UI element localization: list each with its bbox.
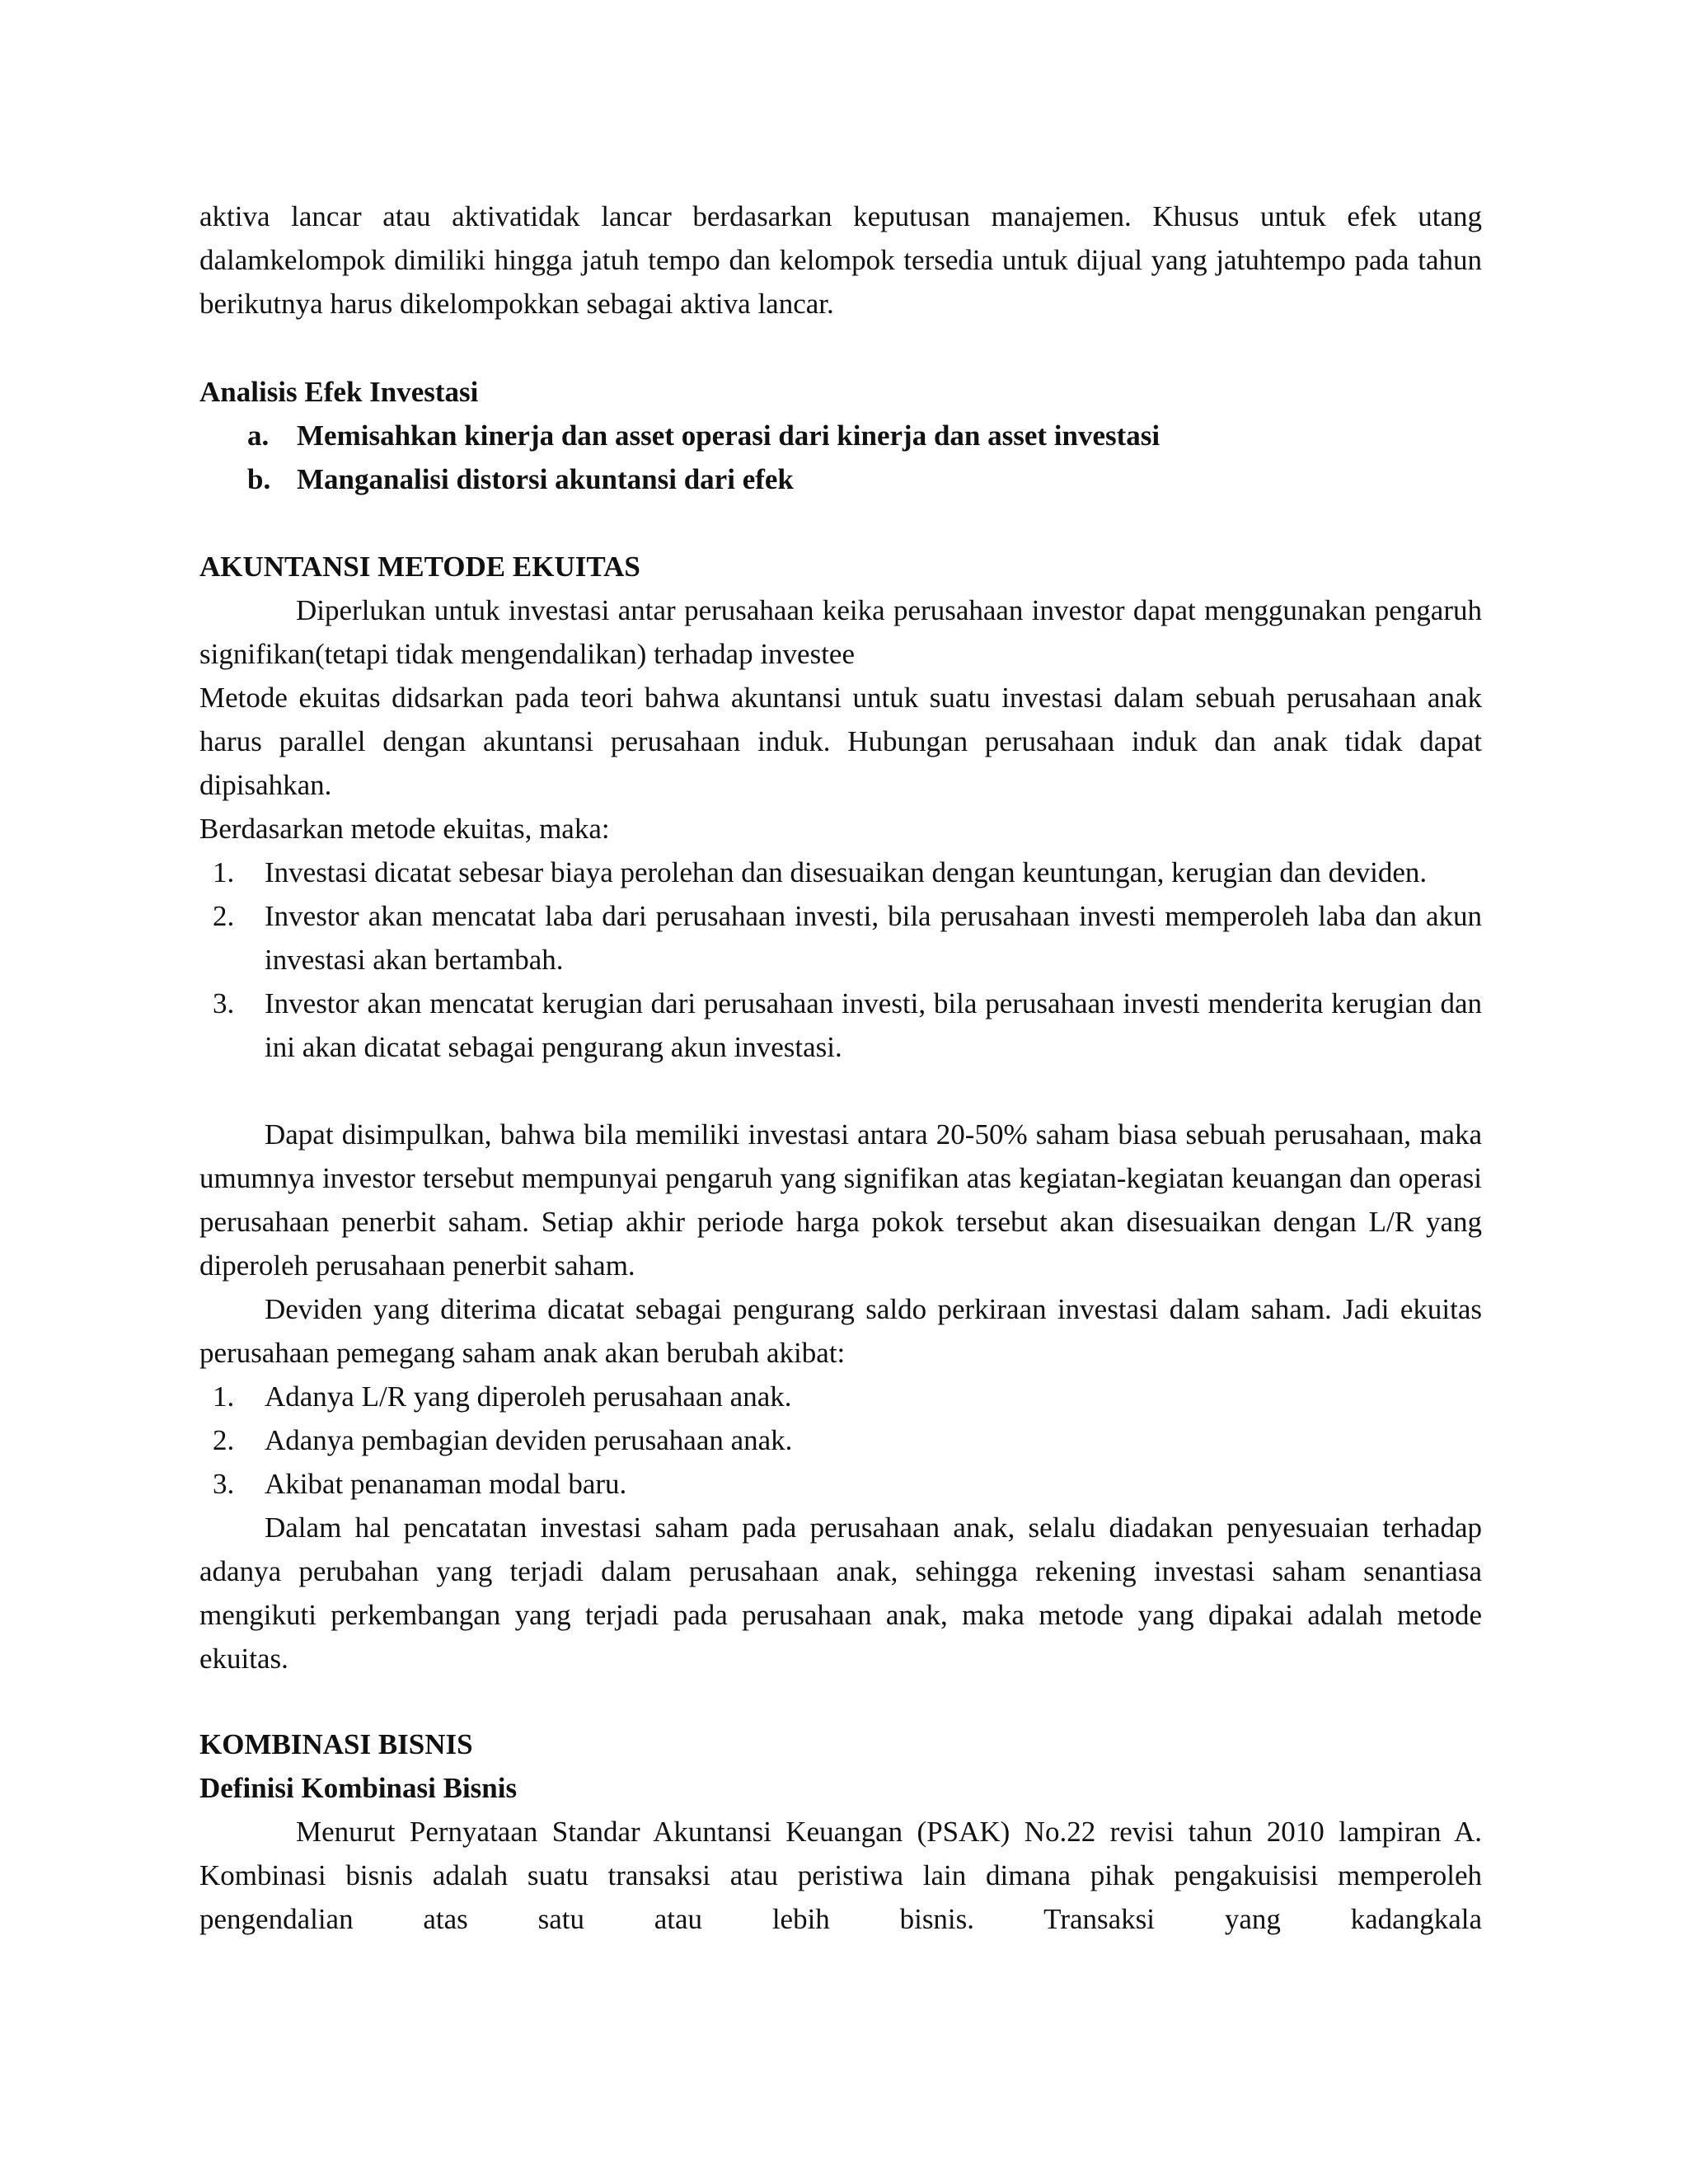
kombinasi-block xyxy=(199,1810,1482,1941)
list-item-number: 1. xyxy=(213,856,235,888)
analisis-item-b-marker: b. xyxy=(247,463,271,495)
list-item-number: 1. xyxy=(213,1380,235,1413)
list-item-text: Investor akan mencatat laba dari perusahaan investi, bila perusahaan investi memperoleh laba dan akun investasi akan bertambah. xyxy=(265,900,1482,976)
ekuitas-list-2 xyxy=(199,1375,1482,1506)
list-item xyxy=(199,1462,1482,1506)
list-item xyxy=(199,1375,1482,1418)
ekuitas-list-1 xyxy=(199,851,1482,1069)
list-item xyxy=(199,894,1482,982)
intro-paragraph: aktiva lancar atau aktivatidak lancar berdasarkan keputusan manajemen. Khusus untuk efek utang dalamkelompok dimiliki hingga jatuh tempo dan kelompok tersedia untuk dijual yang jatuhtempo pada tahun berikutnya harus dikelompokkan sebagai aktiva lancar. xyxy=(199,200,1482,320)
ekuitas-block-1 xyxy=(199,588,1482,851)
list-item xyxy=(199,982,1482,1069)
analisis-heading: Analisis Efek Investasi xyxy=(199,376,479,408)
analisis-item-a-marker: a. xyxy=(247,419,270,452)
list-item xyxy=(199,851,1482,894)
analisis-item-a xyxy=(247,414,1160,457)
list-item-number: 3. xyxy=(213,987,235,1019)
ekuitas-paragraph-6: Dalam hal pencatatan investasi saham pada perusahaan anak, selalu diadakan penyesuaian terhadap adanya perubahan yang terjadi dalam perusahaan anak, sehingga rekening investasi saham senantiasa mengikuti perkembangan yang terjadi pada perusahaan anak, maka metode yang dipakai adalah metode ekuitas. xyxy=(199,1511,1482,1675)
analisis-item-b xyxy=(247,457,794,501)
list-item-number: 3. xyxy=(213,1468,235,1500)
ekuitas-paragraph-4: Dapat disimpulkan, bahwa bila memiliki investasi antara 20-50% saham biasa sebuah perusahaan, maka umumnya investor tersebut mempunyai pengaruh yang signifikan atas kegiatan-kegiatan keuangan dan operasi perusahaan penerbit saham. Setiap akhir periode harga pokok tersebut akan disesuaikan dengan L/R yang diperoleh perusahaan penerbit saham. xyxy=(199,1118,1482,1282)
list-item-text: Adanya L/R yang diperoleh perusahaan anak. xyxy=(265,1380,792,1413)
ekuitas-paragraph-1: Diperlukan untuk investasi antar perusahaan keika perusahaan investor dapat menggunakan pengaruh signifikan(tetapi tidak mengendalikan) terhadap investee xyxy=(199,594,1482,670)
intro-paragraph-block xyxy=(199,194,1482,326)
list-item-text: Investasi dicatat sebesar biaya perolehan dan disesuaikan dengan keuntungan, kerugian dan deviden. xyxy=(265,856,1428,888)
ekuitas-paragraph-3: Berdasarkan metode ekuitas, maka: xyxy=(199,813,610,845)
kombinasi-heading: KOMBINASI BISNIS xyxy=(199,1728,473,1760)
list-item-text: Adanya pembagian deviden perusahaan anak. xyxy=(265,1424,793,1456)
kombinasi-subheading: Definisi Kombinasi Bisnis xyxy=(199,1772,518,1804)
list-item-number: 2. xyxy=(213,1424,235,1456)
analisis-item-a-text: Memisahkan kinerja dan asset operasi dari kinerja dan asset investasi xyxy=(297,419,1160,452)
list-item-text: Investor akan mencatat kerugian dari perusahaan investi, bila perusahaan investi menderita kerugian dan ini akan dicatat sebagai pengurang akun investasi. xyxy=(265,987,1482,1063)
list-item-number: 2. xyxy=(213,900,235,932)
analisis-item-b-text: Manganalisi distorsi akuntansi dari efek xyxy=(297,463,794,495)
ekuitas-paragraph-5: Deviden yang diterima dicatat sebagai pengurang saldo perkiraan investasi dalam saham. Jadi ekuitas perusahaan pemegang saham anak akan berubah akibat: xyxy=(199,1293,1482,1369)
ekuitas-block-3 xyxy=(199,1506,1482,1680)
ekuitas-paragraph-2: Metode ekuitas didsarkan pada teori bahwa akuntansi untuk suatu investasi dalam sebuah perusahaan anak harus parallel dengan akuntansi perusahaan induk. Hubungan perusahaan induk dan anak tidak dapat dipisahkan. xyxy=(199,682,1482,801)
ekuitas-heading: AKUNTANSI METODE EKUITAS xyxy=(199,551,640,583)
list-item-text: Akibat penanaman modal baru. xyxy=(265,1468,627,1500)
ekuitas-block-2 xyxy=(199,1113,1482,1375)
list-item xyxy=(199,1418,1482,1462)
kombinasi-paragraph-1: Menurut Pernyataan Standar Akuntansi Keuangan (PSAK) No.22 revisi tahun 2010 lampiran A. Kombinasi bisnis adalah suatu transaksi atau peristiwa lain dimana pihak pengakuisisi memperoleh pengendalian atas satu atau lebih bisnis. Transaksi yang kadangkala xyxy=(199,1816,1482,1935)
